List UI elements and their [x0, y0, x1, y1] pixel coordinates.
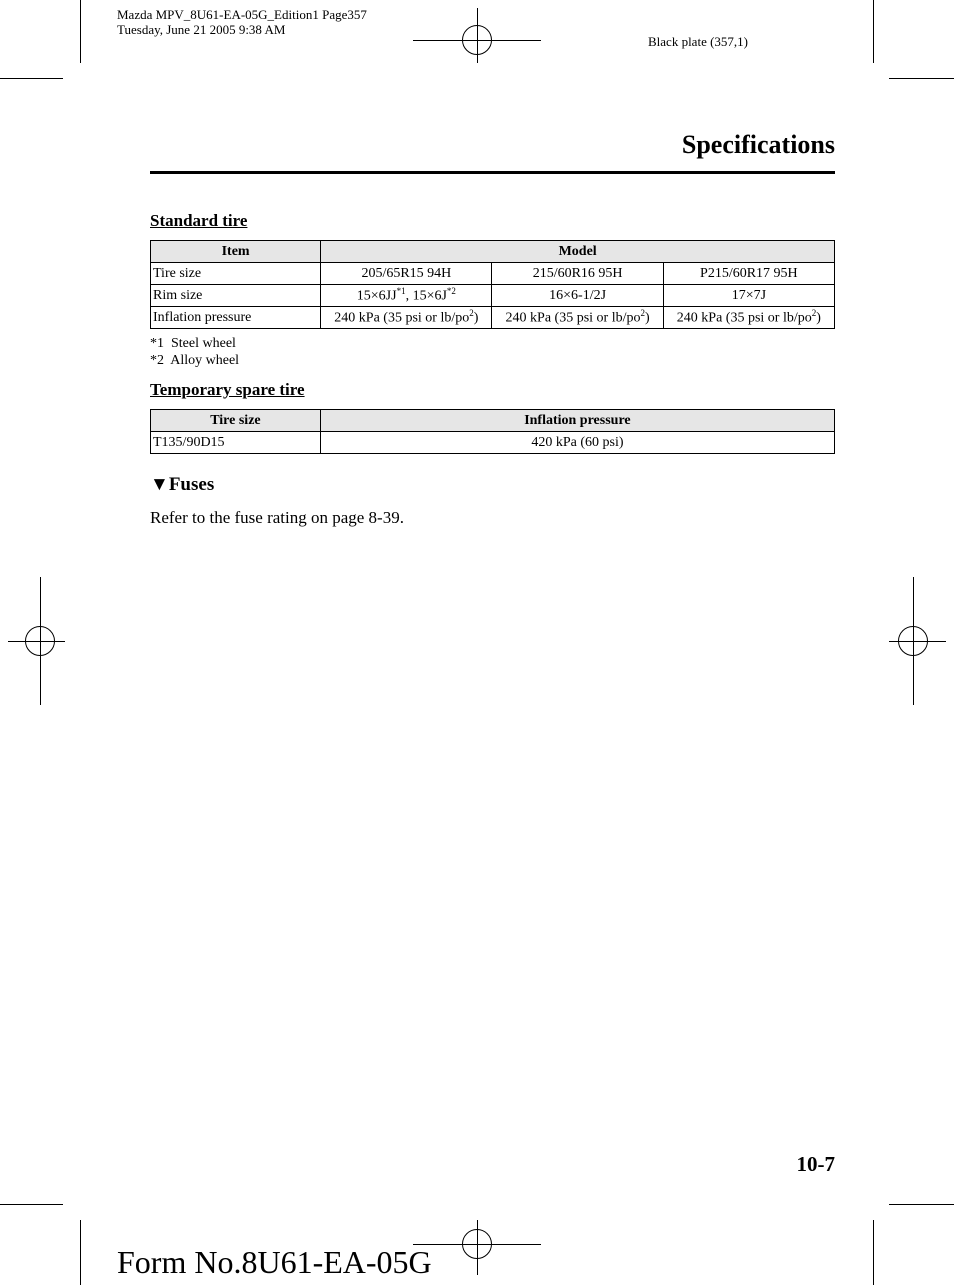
- table-header-row: [151, 241, 835, 263]
- pressure-value: 240 kPa (35 psi or lb/po: [676, 310, 812, 326]
- table-row: [151, 307, 835, 329]
- rim-alloy: , 15×6J: [405, 288, 447, 304]
- col-header-model: Model: [321, 241, 835, 263]
- table-cell: P215/60R17 95H: [663, 263, 834, 285]
- footnote-ref: *1: [396, 286, 406, 297]
- crop-mark: [0, 78, 63, 79]
- table-cell: [321, 285, 492, 307]
- row-label: Tire size: [151, 263, 321, 285]
- triangle-down-icon: ▼: [150, 474, 169, 495]
- table-row: [151, 285, 835, 307]
- section-title: Specifications: [681, 130, 835, 159]
- footnote: *1 Steel wheel: [150, 336, 236, 351]
- registration-circle: [462, 1229, 492, 1259]
- header-file: Mazda MPV_8U61-EA-05G_Edition1 Page357: [117, 7, 367, 22]
- row-label: Rim size: [151, 285, 321, 307]
- fuses-text: Refer to the fuse rating on page 8-39.: [150, 508, 404, 527]
- table-row: [151, 263, 835, 285]
- fuses-title: Fuses: [168, 474, 215, 495]
- crop-mark: [80, 0, 81, 63]
- row-label: Inflation pressure: [151, 307, 321, 329]
- registration-circle: [462, 25, 492, 55]
- footnote-ref: *2: [446, 286, 456, 297]
- crop-mark: [80, 1220, 81, 1285]
- footnote: *2 Alloy wheel: [150, 353, 240, 368]
- table-row: [151, 432, 835, 454]
- table-header-row: [151, 410, 835, 432]
- superscript: 2: [640, 308, 645, 319]
- crop-mark: [0, 1204, 63, 1205]
- table-cell: [663, 307, 834, 329]
- paren: ): [816, 310, 821, 326]
- header-info: [117, 7, 367, 37]
- crop-mark: [873, 0, 874, 63]
- title-rule: [150, 171, 835, 174]
- spare-tire-heading: Temporary spare tire: [150, 380, 305, 399]
- form-number: Form No.8U61-EA-05G: [117, 1244, 432, 1280]
- table-cell: 16×6-1/2J: [492, 285, 663, 307]
- col-header-item: Item: [151, 241, 321, 263]
- rim-steel: 15×6JJ: [356, 288, 397, 304]
- registration-circle: [25, 626, 55, 656]
- pressure-value: 240 kPa (35 psi or lb/po: [505, 310, 641, 326]
- table-cell: [321, 307, 492, 329]
- page-number: 10-7: [796, 1152, 835, 1176]
- registration-circle: [898, 626, 928, 656]
- col-header-tire-size: Tire size: [151, 410, 321, 432]
- standard-tire-table: [150, 240, 835, 329]
- pressure-value: 240 kPa (35 psi or lb/po: [334, 310, 470, 326]
- table-cell: 205/65R15 94H: [321, 263, 492, 285]
- superscript: 2: [469, 308, 474, 319]
- header-date: Tuesday, June 21 2005 9:38 AM: [117, 22, 286, 37]
- table-cell: 215/60R16 95H: [492, 263, 663, 285]
- table-cell: [492, 307, 663, 329]
- col-header-inflation: Inflation pressure: [320, 410, 834, 432]
- table-cell: T135/90D15: [151, 432, 321, 454]
- crop-mark: [873, 1220, 874, 1285]
- footnotes: [150, 335, 239, 369]
- standard-tire-heading: Standard tire: [150, 211, 248, 230]
- superscript: 2: [811, 308, 817, 319]
- paren: ): [473, 310, 479, 326]
- header-plate: Black plate (357,1): [648, 34, 748, 49]
- fuses-heading: [150, 474, 214, 496]
- table-cell: 420 kPa (60 psi): [320, 432, 834, 454]
- paren: ): [645, 310, 650, 326]
- table-cell: 17×7J: [663, 285, 834, 307]
- spare-tire-table: [150, 409, 835, 454]
- crop-mark: [889, 1204, 954, 1205]
- crop-mark: [889, 78, 954, 79]
